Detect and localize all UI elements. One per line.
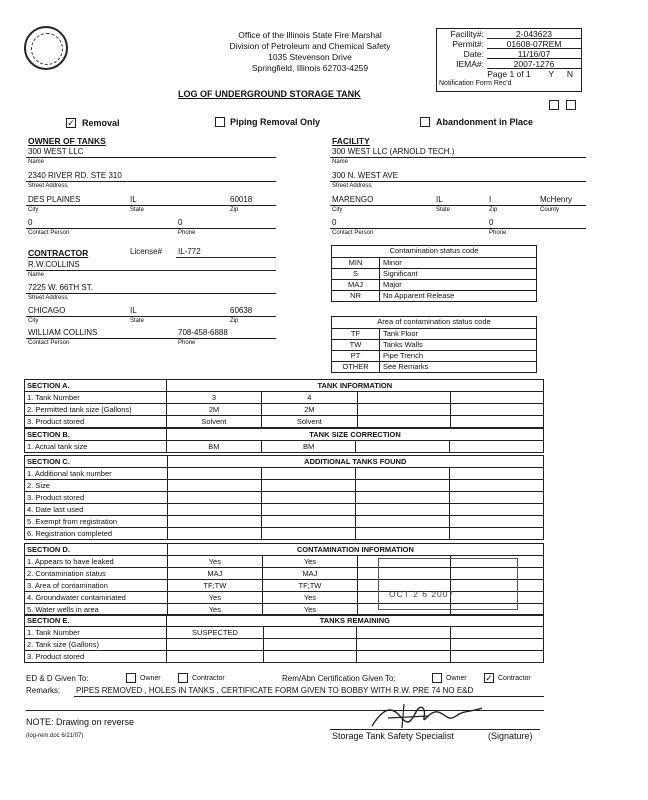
code: PT (332, 351, 380, 361)
contractor-state-label: State (130, 318, 145, 324)
row-label: 1. Additional tank number (25, 468, 168, 480)
section-label: SECTION A. (25, 380, 167, 392)
row-label: 2. Size (25, 480, 168, 492)
row-label: 3. Product stored (25, 492, 168, 504)
edd-contractor-checkbox[interactable] (178, 673, 188, 683)
code-desc: Pipe Trench (383, 351, 424, 360)
agency-street: 1035 Stevenson Drive (268, 52, 352, 62)
code-desc: Major (383, 280, 402, 289)
cert-owner-checkbox[interactable] (432, 673, 442, 683)
contractor-contact-label: Contact Person (28, 340, 70, 346)
code: OTHER (332, 362, 380, 372)
row-label: 1. Appears to have leaked (25, 556, 168, 568)
row-label: 2. Permitted tank size (Gallons) (25, 404, 167, 416)
table-row (25, 627, 544, 639)
code: MIN (332, 258, 380, 268)
contamination-code-title: Contamination status code (389, 246, 479, 255)
code: MAJ (332, 280, 380, 290)
owner-contact: 0 (28, 218, 33, 227)
facility-contact-label: Contact Person (332, 230, 374, 236)
code: TW (332, 340, 380, 350)
owner-heading: OWNER OF TANKS (28, 136, 106, 146)
facility-address-label: Street Address (332, 183, 372, 189)
row-label: 3. Area of contamination (25, 580, 168, 592)
cell (450, 404, 543, 416)
section-title: TANK INFORMATION (166, 380, 543, 392)
license-label: License# (130, 247, 163, 256)
row-label: 3. Product stored (25, 416, 167, 428)
row-label: 4. Groundwater contaminated (25, 592, 168, 604)
owner-address: 2340 RIVER RD. STE 310 (28, 171, 122, 180)
contractor-contact: WILLIAM COLLINS (28, 328, 98, 337)
owner-state: IL (130, 195, 137, 204)
cell: Yes (262, 556, 357, 568)
contractor-phone: 708-458-6888 (178, 328, 228, 337)
owner-zip-label: Zip (230, 207, 239, 213)
row-label: 3. Product stored (25, 651, 167, 663)
row-label: 1. Tank Number (25, 627, 167, 639)
table-row (25, 516, 544, 528)
table-row (25, 441, 544, 453)
edd-owner-label: Owner (140, 675, 161, 682)
cell (357, 404, 450, 416)
row-label: 1. Actual tank size (25, 441, 167, 453)
cell: BM (261, 441, 356, 453)
abandonment-label: Abandonment in Place (436, 117, 534, 127)
form-title: LOG OF UNDERGROUND STORAGE TANK (178, 89, 361, 99)
contractor-heading: CONTRACTOR (28, 248, 89, 258)
cell: TF;TW (167, 580, 262, 592)
facility-state-label: State (436, 207, 451, 213)
section-label: SECTION E. (25, 615, 167, 627)
section-label: SECTION C. (25, 456, 168, 468)
contractor-city: CHICAGO (28, 306, 66, 315)
cell: Yes (262, 592, 357, 604)
cell: Solvent (262, 416, 357, 428)
facility-county-label: County (540, 207, 560, 213)
contractor-state: IL (130, 306, 137, 315)
cell: BM (167, 441, 262, 453)
agency-city: Springfield, Illinois 62703-4259 (251, 63, 369, 73)
owner-city: DES PLAINES (28, 195, 81, 204)
yes-col-label: Y (548, 69, 554, 79)
area-code-title: Area of contamination status code (377, 317, 491, 326)
piping-removal-checkbox[interactable] (215, 117, 225, 127)
facility-zip-label: Zip (489, 207, 498, 213)
rem-cert-label: Rem/Abn Certification Given To: (282, 674, 396, 683)
cell: Yes (262, 604, 357, 616)
cell (450, 392, 543, 404)
cell (450, 441, 544, 453)
owner-state-label: State (130, 207, 145, 213)
cell: 2M (262, 404, 357, 416)
cell (357, 392, 450, 404)
cell (450, 416, 543, 428)
division-name: Division of Petroleum and Chemical Safety (229, 41, 391, 51)
cell (356, 441, 450, 453)
facility-state: IL (436, 195, 443, 204)
notification-no-checkbox[interactable] (566, 100, 576, 110)
cell: MAJ (262, 568, 357, 580)
facility-address: 300 N. WEST AVE (332, 171, 398, 180)
row-label: 5. Exempt from registration (25, 516, 168, 528)
contractor-zip: 60638 (230, 306, 253, 315)
facility-heading: FACILITY (332, 136, 370, 146)
contractor-name-label: Name (28, 272, 45, 278)
section-a-table (24, 379, 544, 428)
contractor-phone-label: Phone (178, 340, 196, 346)
cert-contractor-checkbox[interactable]: ✓ (485, 673, 493, 683)
row-label: 5. Water wells in area (25, 604, 168, 616)
doc-reference: (log-rem.doc 6/21/07) (26, 733, 84, 739)
facility-county: McHenry (540, 195, 573, 204)
remarks-text: PIPES REMOVED , HOLES IN TANKS , CERTIFICATE FORM GIVEN TO BOBBY WITH R.W. PRE 74 NO E&D (76, 686, 474, 695)
facility-phone-label: Phone (489, 230, 507, 236)
facility-number-label: Facility#: (450, 29, 484, 39)
agency-name: Office of the Illinois State Fire Marshal (238, 30, 382, 40)
contractor-name: R.W.COLLINS (28, 260, 80, 269)
cell: Solvent (166, 416, 261, 428)
facility-contact: 0 (332, 218, 337, 227)
permit-number: 01608-07REM (487, 39, 581, 49)
cell: Yes (167, 604, 262, 616)
facility-city-label: City (332, 207, 343, 213)
permit-label: Permit#: (452, 39, 484, 49)
row-label: 4. Date last used (25, 504, 168, 516)
section-title: CONTAMINATION INFORMATION (167, 544, 543, 556)
section-label: SECTION B. (25, 429, 167, 441)
section-e-table (24, 614, 544, 663)
code-desc: Tank Floor (383, 329, 419, 338)
cell: SUSPECTED (166, 627, 263, 639)
facility-name: 300 WEST LLC (ARNOLD TECH.) (332, 147, 455, 156)
table-row (25, 492, 544, 504)
facility-city: MARENGO (332, 195, 374, 204)
specialist-label: Storage Tank Safety Specialist (332, 731, 454, 741)
facility-phone: 0 (489, 218, 494, 227)
notification-yes-checkbox[interactable] (549, 100, 559, 110)
table-row (25, 468, 544, 480)
facility-zip: I (489, 195, 492, 204)
row-label: 2. Contamination status (25, 568, 168, 580)
table-row (25, 480, 544, 492)
table-row (25, 639, 544, 651)
form-date: 11/16/07 (487, 49, 581, 59)
notification-label: Notification Form Rec'd (439, 80, 512, 87)
abandonment-checkbox[interactable] (420, 117, 430, 127)
received-stamp (378, 558, 518, 610)
remarks-label: Remarks: (26, 686, 61, 695)
edd-owner-checkbox[interactable] (126, 673, 136, 683)
code: S (332, 269, 380, 279)
stamp-date: OCT 2 6 2007 (389, 589, 455, 599)
owner-zip: 60018 (230, 195, 253, 204)
facility-name-label: Name (332, 159, 349, 165)
cell: Yes (167, 592, 262, 604)
owner-phone-label: Phone (178, 230, 196, 236)
date-label: Date: (463, 49, 484, 59)
cert-owner-label: Owner (446, 675, 467, 682)
owner-city-label: City (28, 207, 39, 213)
section-title: TANK SIZE CORRECTION (167, 429, 544, 441)
code-desc: Minor (383, 258, 402, 267)
cell (357, 416, 450, 428)
owner-address-label: Street Address (28, 183, 68, 189)
inspector-signature (368, 700, 488, 732)
cert-contractor-label: Contractor (498, 675, 531, 682)
table-row (25, 392, 544, 404)
edd-contractor-label: Contractor (192, 675, 225, 682)
section-label: SECTION D. (25, 544, 168, 556)
area-code-legend (331, 316, 537, 373)
table-row (25, 651, 544, 663)
page-indicator: Page 1 of 1 (487, 69, 531, 79)
no-col-label: N (566, 69, 573, 79)
row-label: 2. Tank size (Gallons) (25, 639, 167, 651)
table-row (25, 404, 544, 416)
edd-given-label: ED & D Given To: (26, 674, 89, 683)
section-title: TANKS REMAINING (166, 615, 543, 627)
owner-phone: 0 (178, 218, 183, 227)
piping-removal-label: Piping Removal Only (230, 117, 321, 127)
iema-label: IEMA#: (456, 59, 484, 69)
removal-label: Removal (82, 118, 120, 128)
owner-name: 300 WEST LLC (28, 147, 84, 156)
code: TF (332, 329, 380, 339)
owner-contact-label: Contact Person (28, 230, 70, 236)
cell: 3 (166, 392, 261, 404)
code-desc: See Remarks (383, 362, 429, 371)
section-title: ADDITIONAL TANKS FOUND (167, 456, 543, 468)
contamination-code-legend (331, 245, 537, 302)
code-desc: Tanks Walls (383, 340, 423, 349)
row-label: 6. Registration completed (25, 528, 168, 540)
section-c-table (24, 455, 544, 540)
facility-number: 2-043623 (487, 29, 581, 39)
signature-label: (Signature) (488, 731, 533, 741)
state-seal-logo (24, 26, 68, 70)
code: NR (332, 291, 380, 301)
table-row (25, 504, 544, 516)
section-b-table (24, 428, 544, 453)
contractor-city-label: City (28, 318, 39, 324)
row-label: 1. Tank Number (25, 392, 167, 404)
cell: Yes (167, 556, 262, 568)
cell: MAJ (167, 568, 262, 580)
owner-name-label: Name (28, 159, 45, 165)
cell: 4 (262, 392, 357, 404)
table-row (25, 528, 544, 540)
code-desc: No Apparent Release (383, 291, 455, 300)
contractor-address: 7225 W. 66TH ST. (28, 283, 93, 292)
license-number: IL-772 (178, 247, 201, 256)
drawing-note: NOTE: Drawing on reverse (26, 717, 135, 727)
contractor-address-label: Street Address (28, 295, 68, 301)
code-desc: Significant (383, 269, 418, 278)
cell: 2M (166, 404, 261, 416)
removal-checkbox[interactable]: ✓ (67, 118, 75, 128)
contractor-zip-label: Zip (230, 318, 239, 324)
cell: TF;TW (262, 580, 357, 592)
facility-info-box (436, 28, 582, 92)
iema-number: 2007-1276 (487, 59, 581, 69)
table-row (25, 416, 544, 428)
